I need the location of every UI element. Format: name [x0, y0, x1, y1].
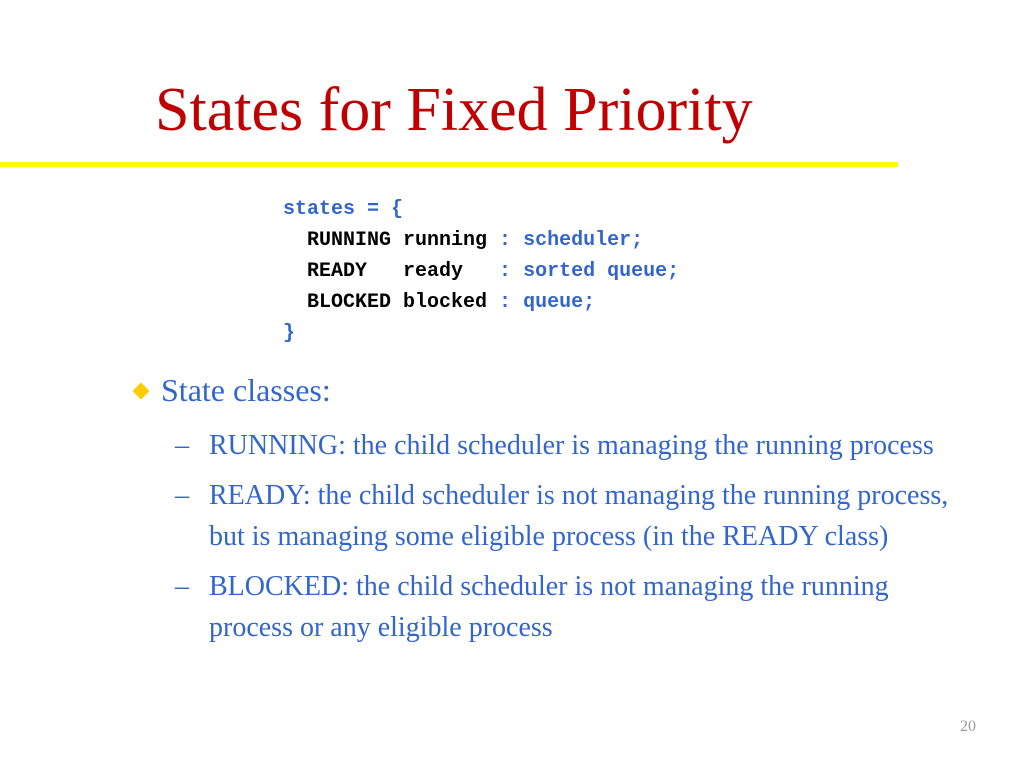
code-ready-type: sorted queue;: [523, 260, 680, 283]
code-line-close: }: [283, 322, 296, 345]
sub-bullet-list: [175, 425, 975, 657]
code-running-sep: :: [487, 229, 524, 252]
dash-icon: –: [175, 480, 189, 511]
code-ready-name: READY ready: [307, 260, 488, 283]
sub-bullet-text: READY: the child scheduler is not managing the running process, but is managing some eligible process (in the READY class): [209, 480, 949, 552]
sub-bullet-blocked: [175, 566, 975, 648]
bullet-main-text: State classes:: [161, 372, 331, 408]
code-blocked-name: BLOCKED blocked: [307, 291, 488, 314]
code-running-name: RUNNING running: [307, 229, 488, 252]
code-blocked-type: queue;: [523, 291, 596, 314]
code-running-type: scheduler;: [523, 229, 644, 252]
code-line-running: [283, 225, 679, 256]
code-block: [283, 194, 679, 349]
slide-title: States for Fixed Priority: [155, 76, 753, 144]
sub-bullet-text: BLOCKED: the child scheduler is not managing the running process or any eligible process: [209, 571, 889, 643]
page-number: 20: [960, 718, 976, 735]
sub-bullet-ready: [175, 475, 975, 557]
sub-bullet-running: [175, 425, 975, 466]
code-line-blocked: [283, 287, 679, 318]
dash-icon: –: [175, 430, 189, 461]
code-blocked-sep: :: [487, 291, 524, 314]
code-line-open: states = {: [283, 198, 404, 221]
code-ready-sep: :: [487, 260, 524, 283]
code-line-ready: [283, 256, 679, 287]
title-underline: [0, 162, 898, 167]
diamond-bullet-icon: [133, 383, 150, 400]
sub-bullet-text: RUNNING: the child scheduler is managing the running process: [209, 430, 934, 461]
dash-icon: –: [175, 571, 189, 602]
bullet-state-classes: [130, 368, 331, 412]
